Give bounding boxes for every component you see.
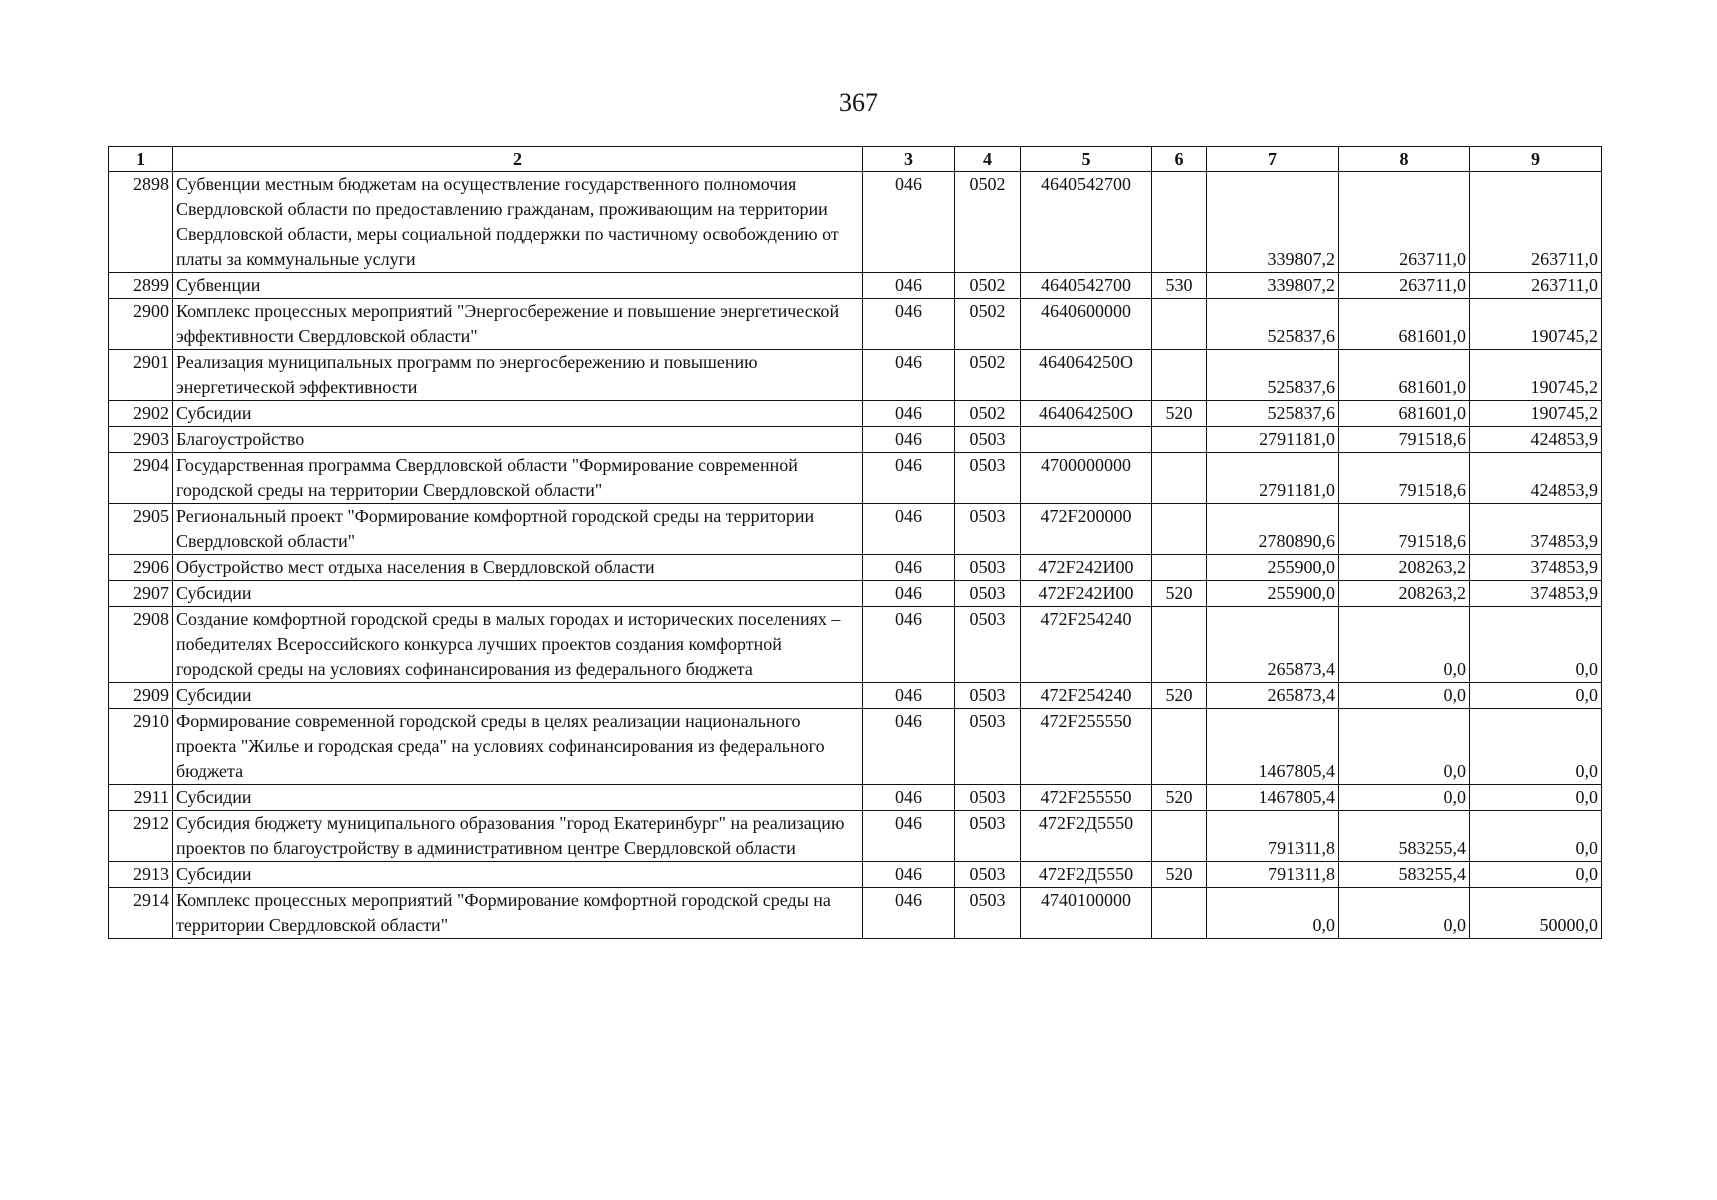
target-code-cell: 4740100000 [1021,888,1152,939]
row-number-cell: 2900 [109,299,173,350]
item-name-cell: Региональный проект "Формирование комфортной городской среды на территории Свердловской области" [173,504,863,555]
row-number-cell: 2911 [109,785,173,811]
item-name-cell: Создание комфортной городской среды в малых городах и исторических поселениях – победителях Всероссийского конкурса лучших проектов создания комфортной городской среды на условиях софинансирования из федерального бюджета [173,607,863,683]
amount-year3-cell: 263711,0 [1470,273,1602,299]
expense-type-cell: 520 [1152,862,1207,888]
expense-type-cell: 530 [1152,273,1207,299]
amount-year3-cell: 0,0 [1470,862,1602,888]
column-header: 9 [1470,147,1602,172]
expense-type-cell [1152,427,1207,453]
row-number-cell: 2901 [109,350,173,401]
ministry-code-cell: 046 [863,811,955,862]
table-row [109,504,1602,555]
expense-type-cell [1152,453,1207,504]
amount-year3-cell: 263711,0 [1470,172,1602,273]
column-header: 7 [1207,147,1339,172]
amount-year3-cell: 0,0 [1470,785,1602,811]
item-name-cell: Субвенции [173,273,863,299]
ministry-code-cell: 046 [863,172,955,273]
amount-year2-cell: 263711,0 [1339,273,1470,299]
table-row [109,401,1602,427]
amount-year2-cell: 583255,4 [1339,811,1470,862]
section-code-cell: 0503 [955,683,1021,709]
amount-year2-cell: 0,0 [1339,683,1470,709]
amount-year1-cell: 339807,2 [1207,273,1339,299]
table-row [109,453,1602,504]
expense-type-cell [1152,299,1207,350]
amount-year2-cell: 208263,2 [1339,555,1470,581]
section-code-cell: 0503 [955,427,1021,453]
table-row [109,785,1602,811]
ministry-code-cell: 046 [863,785,955,811]
amount-year2-cell: 0,0 [1339,709,1470,785]
table-row [109,299,1602,350]
column-header: 8 [1339,147,1470,172]
target-code-cell: 472F200000 [1021,504,1152,555]
section-code-cell: 0503 [955,811,1021,862]
section-code-cell: 0503 [955,607,1021,683]
expense-type-cell [1152,350,1207,401]
target-code-cell: 472F2Д5550 [1021,862,1152,888]
table-body [109,172,1602,939]
amount-year3-cell: 50000,0 [1470,888,1602,939]
amount-year3-cell: 0,0 [1470,709,1602,785]
amount-year1-cell: 525837,6 [1207,350,1339,401]
item-name-cell: Государственная программа Свердловской области "Формирование современной городской среды на территории Свердловской области" [173,453,863,504]
amount-year1-cell: 255900,0 [1207,581,1339,607]
amount-year1-cell: 265873,4 [1207,607,1339,683]
ministry-code-cell: 046 [863,299,955,350]
item-name-cell: Субсидии [173,401,863,427]
target-code-cell: 472F2Д5550 [1021,811,1152,862]
item-name-cell: Обустройство мест отдыха населения в Свердловской области [173,555,863,581]
target-code-cell: 4640542700 [1021,172,1152,273]
row-number-cell: 2903 [109,427,173,453]
column-header: 6 [1152,147,1207,172]
ministry-code-cell: 046 [863,453,955,504]
target-code-cell: 472F255550 [1021,709,1152,785]
ministry-code-cell: 046 [863,555,955,581]
amount-year1-cell: 525837,6 [1207,401,1339,427]
amount-year2-cell: 791518,6 [1339,427,1470,453]
item-name-cell: Благоустройство [173,427,863,453]
section-code-cell: 0503 [955,581,1021,607]
amount-year3-cell: 374853,9 [1470,581,1602,607]
amount-year3-cell: 424853,9 [1470,427,1602,453]
column-header: 1 [109,147,173,172]
target-code-cell: 464064250О [1021,401,1152,427]
row-number-cell: 2909 [109,683,173,709]
row-number-cell: 2907 [109,581,173,607]
amount-year2-cell: 681601,0 [1339,401,1470,427]
amount-year2-cell: 0,0 [1339,607,1470,683]
section-code-cell: 0502 [955,401,1021,427]
item-name-cell: Субсидии [173,862,863,888]
section-code-cell: 0502 [955,350,1021,401]
section-code-cell: 0503 [955,453,1021,504]
header-row [109,147,1602,172]
amount-year1-cell: 339807,2 [1207,172,1339,273]
ministry-code-cell: 046 [863,350,955,401]
section-code-cell: 0502 [955,273,1021,299]
amount-year2-cell: 0,0 [1339,888,1470,939]
table-row [109,581,1602,607]
table-row [109,607,1602,683]
item-name-cell: Комплекс процессных мероприятий "Формирование комфортной городской среды на территории Свердловской области" [173,888,863,939]
ministry-code-cell: 046 [863,888,955,939]
row-number-cell: 2898 [109,172,173,273]
table-row [109,555,1602,581]
expense-type-cell: 520 [1152,401,1207,427]
page-number: 367 [839,88,878,117]
amount-year3-cell: 190745,2 [1470,350,1602,401]
row-number-cell: 2908 [109,607,173,683]
ministry-code-cell: 046 [863,607,955,683]
amount-year3-cell: 0,0 [1470,607,1602,683]
table-row [109,862,1602,888]
column-header: 4 [955,147,1021,172]
amount-year1-cell: 0,0 [1207,888,1339,939]
section-code-cell: 0503 [955,785,1021,811]
item-name-cell: Комплекс процессных мероприятий "Энергосбережение и повышение энергетической эффективности Свердловской области" [173,299,863,350]
amount-year2-cell: 583255,4 [1339,862,1470,888]
table-row [109,709,1602,785]
ministry-code-cell: 046 [863,273,955,299]
row-number-cell: 2910 [109,709,173,785]
section-code-cell: 0502 [955,299,1021,350]
column-header: 2 [173,147,863,172]
amount-year1-cell: 255900,0 [1207,555,1339,581]
section-code-cell: 0502 [955,172,1021,273]
target-code-cell: 472F242И00 [1021,555,1152,581]
amount-year2-cell: 208263,2 [1339,581,1470,607]
table-row [109,273,1602,299]
target-code-cell: 472F255550 [1021,785,1152,811]
ministry-code-cell: 046 [863,581,955,607]
ministry-code-cell: 046 [863,504,955,555]
amount-year2-cell: 791518,6 [1339,453,1470,504]
target-code-cell: 4640600000 [1021,299,1152,350]
expense-type-cell [1152,888,1207,939]
amount-year3-cell: 0,0 [1470,683,1602,709]
table-row [109,811,1602,862]
section-code-cell: 0503 [955,504,1021,555]
row-number-cell: 2904 [109,453,173,504]
row-number-cell: 2902 [109,401,173,427]
amount-year1-cell: 2791181,0 [1207,453,1339,504]
item-name-cell: Субсидии [173,785,863,811]
amount-year2-cell: 791518,6 [1339,504,1470,555]
table-row [109,683,1602,709]
table-row [109,350,1602,401]
amount-year1-cell: 2780890,6 [1207,504,1339,555]
amount-year1-cell: 1467805,4 [1207,709,1339,785]
item-name-cell: Субсидия бюджету муниципального образования "город Екатеринбург" на реализацию проектов по благоустройству в административном центре Свердловской области [173,811,863,862]
amount-year3-cell: 374853,9 [1470,555,1602,581]
column-header: 5 [1021,147,1152,172]
ministry-code-cell: 046 [863,683,955,709]
section-code-cell: 0503 [955,888,1021,939]
table-row [109,427,1602,453]
amount-year3-cell: 424853,9 [1470,453,1602,504]
expense-type-cell [1152,607,1207,683]
ministry-code-cell: 046 [863,709,955,785]
expense-type-cell: 520 [1152,785,1207,811]
ministry-code-cell: 046 [863,427,955,453]
section-code-cell: 0503 [955,862,1021,888]
item-name-cell: Субсидии [173,683,863,709]
item-name-cell: Формирование современной городской среды в целях реализации национального проекта "Жилье и городская среда" на условиях софинансирования из федерального бюджета [173,709,863,785]
amount-year1-cell: 525837,6 [1207,299,1339,350]
row-number-cell: 2914 [109,888,173,939]
table-row [109,888,1602,939]
row-number-cell: 2899 [109,273,173,299]
amount-year2-cell: 0,0 [1339,785,1470,811]
expense-type-cell [1152,811,1207,862]
row-number-cell: 2913 [109,862,173,888]
budget-table [108,146,1602,939]
target-code-cell: 4640542700 [1021,273,1152,299]
amount-year1-cell: 2791181,0 [1207,427,1339,453]
section-code-cell: 0503 [955,555,1021,581]
expense-type-cell [1152,709,1207,785]
amount-year1-cell: 791311,8 [1207,811,1339,862]
amount-year2-cell: 263711,0 [1339,172,1470,273]
expense-type-cell [1152,504,1207,555]
expense-type-cell [1152,172,1207,273]
ministry-code-cell: 046 [863,401,955,427]
row-number-cell: 2912 [109,811,173,862]
target-code-cell: 472F242И00 [1021,581,1152,607]
amount-year1-cell: 791311,8 [1207,862,1339,888]
amount-year1-cell: 1467805,4 [1207,785,1339,811]
target-code-cell: 4700000000 [1021,453,1152,504]
amount-year3-cell: 0,0 [1470,811,1602,862]
amount-year3-cell: 190745,2 [1470,299,1602,350]
amount-year2-cell: 681601,0 [1339,350,1470,401]
amount-year1-cell: 265873,4 [1207,683,1339,709]
item-name-cell: Реализация муниципальных программ по энергосбережению и повышению энергетической эффективности [173,350,863,401]
expense-type-cell [1152,555,1207,581]
ministry-code-cell: 046 [863,862,955,888]
amount-year3-cell: 374853,9 [1470,504,1602,555]
section-code-cell: 0503 [955,709,1021,785]
amount-year3-cell: 190745,2 [1470,401,1602,427]
target-code-cell [1021,427,1152,453]
expense-type-cell: 520 [1152,683,1207,709]
expense-type-cell: 520 [1152,581,1207,607]
target-code-cell: 464064250О [1021,350,1152,401]
column-header: 3 [863,147,955,172]
target-code-cell: 472F254240 [1021,683,1152,709]
table-row [109,172,1602,273]
row-number-cell: 2905 [109,504,173,555]
target-code-cell: 472F254240 [1021,607,1152,683]
amount-year2-cell: 681601,0 [1339,299,1470,350]
item-name-cell: Субсидии [173,581,863,607]
item-name-cell: Субвенции местным бюджетам на осуществление государственного полномочия Свердловской области по предоставлению гражданам, проживающим на территории Свердловской области, меры социальной поддержки по частичному освобождению от платы за коммунальные услуги [173,172,863,273]
row-number-cell: 2906 [109,555,173,581]
